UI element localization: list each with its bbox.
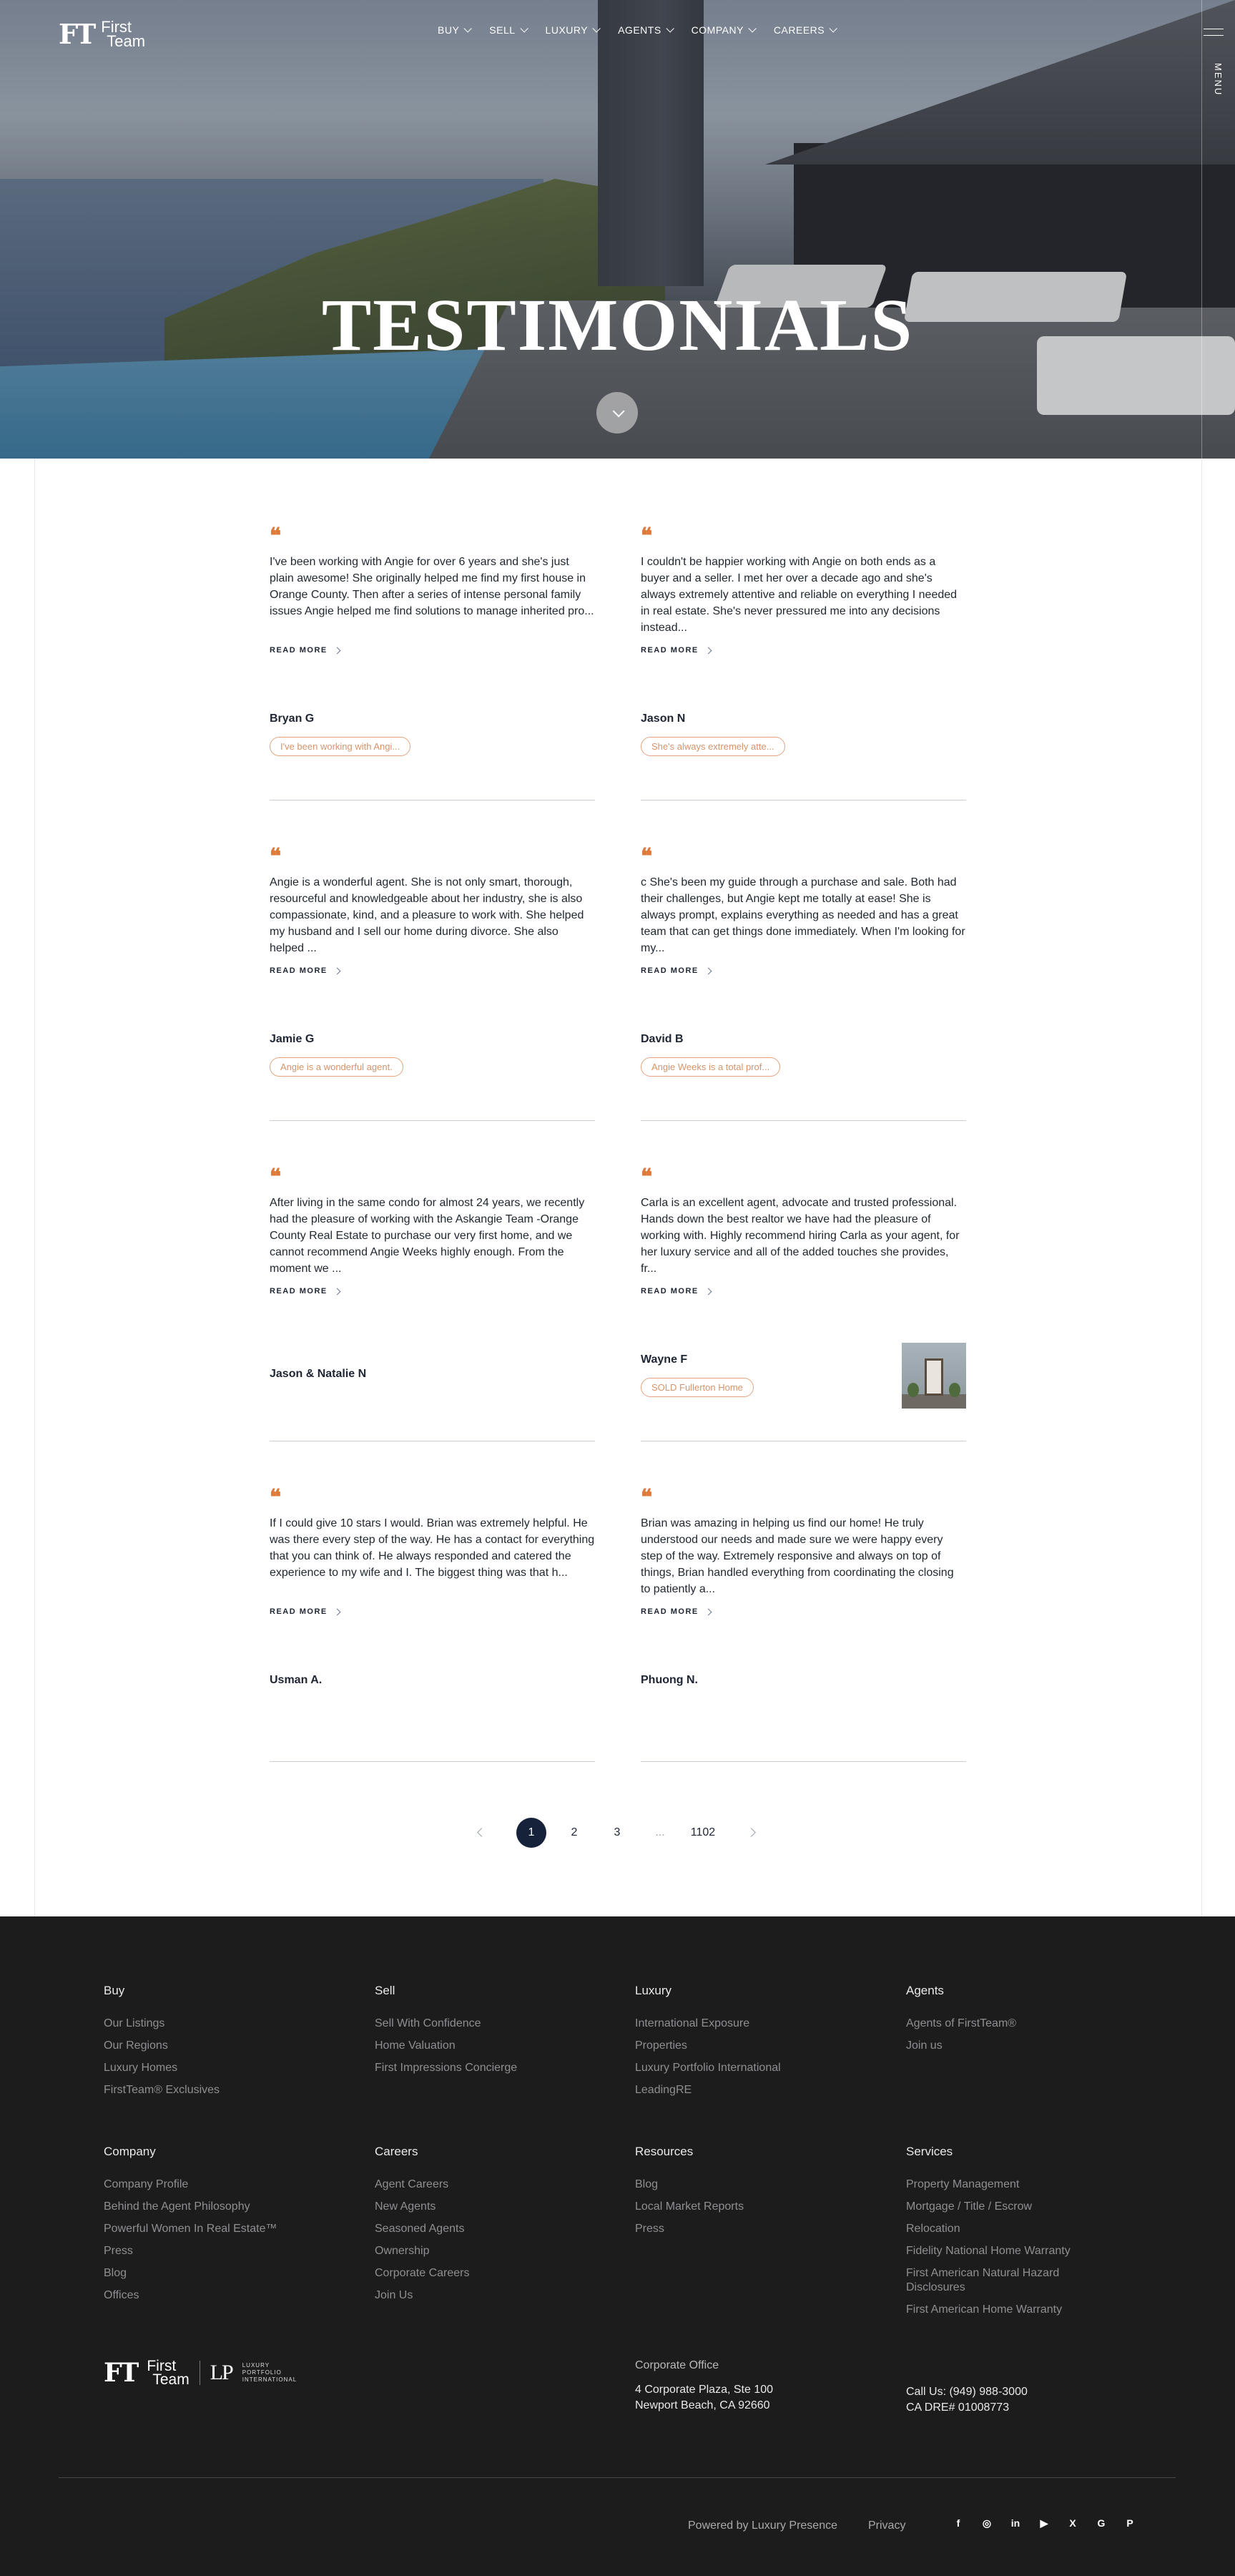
footer-link[interactable]: Luxury Homes	[104, 2062, 178, 2074]
chevron-right-icon	[704, 1608, 712, 1615]
thumb-plant	[907, 1383, 919, 1397]
testimonial-card	[641, 844, 966, 1072]
footer-link[interactable]: Offices	[104, 2289, 139, 2301]
read-more-label: READ MORE	[270, 646, 328, 655]
logo-word-team: Team	[152, 2371, 190, 2388]
nav-luxury[interactable]	[546, 24, 599, 36]
hero-overlay	[0, 0, 1235, 459]
logo-word-team: Team	[107, 32, 146, 50]
nav-label: CAREERS	[773, 24, 825, 36]
footer-heading: Agents	[906, 1984, 944, 1997]
footer-link[interactable]: Home Valuation	[375, 2039, 456, 2052]
footer-link[interactable]: Powerful Women In Real Estate™	[104, 2223, 277, 2235]
footer-link[interactable]: Sell With Confidence	[375, 2017, 481, 2029]
testimonial-card	[641, 1165, 966, 1393]
youtube-icon[interactable]: ▶	[1040, 2517, 1048, 2529]
footer-heading: Luxury	[635, 1984, 672, 1997]
footer-heading: Buy	[104, 1984, 125, 1997]
footer-link[interactable]: International Exposure	[635, 2017, 750, 2029]
footer-link[interactable]: FirstTeam® Exclusives	[104, 2084, 220, 2096]
testimonial-text: Brian was amazing in helping us find our home! He truly understood our needs and made sure we were happy every step of the way. Extremely responsive and always on top of things, Brian handled everything from coordinating the closing to patiently a...	[641, 1517, 954, 1595]
next-page-icon[interactable]	[747, 1828, 756, 1837]
card-divider	[641, 1120, 966, 1121]
footer-link[interactable]: First American Home Warranty	[906, 2303, 1063, 2316]
nav-careers[interactable]	[774, 24, 835, 36]
quote-icon: ❝	[641, 524, 653, 549]
footer-column-company	[104, 2145, 277, 2311]
main-nav	[438, 24, 835, 36]
testimonial-card	[270, 524, 595, 752]
property-thumbnail[interactable]	[902, 1343, 966, 1409]
office-address-line: 4 Corporate Plaza, Ste 100	[635, 2384, 774, 2396]
read-more-label: READ MORE	[270, 1287, 328, 1296]
lpi-logo-mark[interactable]: LP	[210, 2361, 232, 2384]
nav-sell[interactable]	[489, 24, 525, 36]
prev-page-icon[interactable]	[477, 1828, 486, 1837]
footer-heading: Company	[104, 2145, 156, 2158]
chevron-right-icon	[333, 967, 340, 974]
read-more-label: READ MORE	[641, 1607, 699, 1616]
chevron-down-icon	[464, 24, 472, 32]
read-more-label: READ MORE	[641, 646, 699, 655]
footer-link[interactable]: Ownership	[375, 2245, 430, 2257]
footer-column-careers	[375, 2145, 470, 2311]
dre-number: CA DRE# 01008773	[906, 2401, 1010, 2414]
footer-link[interactable]: LeadingRE	[635, 2084, 692, 2096]
footer-link[interactable]: Our Listings	[104, 2017, 165, 2029]
footer-link[interactable]: Press	[635, 2223, 664, 2235]
reviewer-name: Bryan G	[270, 712, 315, 725]
quote-icon: ❝	[641, 1165, 653, 1190]
footer-link[interactable]: New Agents	[375, 2200, 436, 2213]
nav-label: COMPANY	[691, 24, 744, 36]
quote-icon: ❝	[270, 1165, 282, 1190]
lpi-text-line: PORTFOLIO	[242, 2369, 282, 2376]
footer-link[interactable]: Our Regions	[104, 2039, 168, 2052]
pinterest-icon[interactable]: P	[1126, 2517, 1133, 2529]
chevron-right-icon	[333, 1608, 340, 1615]
testimonial-card	[270, 1165, 595, 1380]
footer-link[interactable]: Join us	[906, 2039, 943, 2052]
nav-company[interactable]	[692, 24, 754, 36]
reviewer-name: Phuong N.	[641, 1674, 698, 1686]
nav-label: LUXURY	[545, 24, 589, 36]
chevron-right-icon	[704, 1288, 712, 1295]
logo-mark: FT	[59, 18, 94, 50]
footer-column-services	[906, 2145, 1092, 2325]
footer-link[interactable]: Properties	[635, 2039, 687, 2052]
testimonial-tag[interactable]: I've been working with Angi...	[270, 737, 410, 756]
contact-info	[906, 2384, 1028, 2416]
nav-buy[interactable]	[438, 24, 469, 36]
linkedin-icon[interactable]: in	[1010, 2517, 1020, 2529]
footer-link[interactable]: Property Management	[906, 2178, 1020, 2190]
guide-line	[34, 459, 35, 1916]
testimonial-tag[interactable]: SOLD Fullerton Home	[641, 1378, 754, 1397]
scroll-down-button[interactable]	[596, 392, 638, 434]
footer-link[interactable]: Corporate Careers	[375, 2267, 470, 2279]
testimonial-card	[270, 1485, 595, 1686]
footer-logos	[104, 2358, 297, 2388]
footer-link[interactable]: Luxury Portfolio International	[635, 2062, 781, 2074]
instagram-icon[interactable]: ◎	[982, 2517, 992, 2529]
page-ellipsis: ...	[655, 1826, 665, 1838]
testimonial-tag[interactable]: Angie is a wonderful agent.	[270, 1057, 403, 1077]
read-more-link[interactable]	[641, 1607, 966, 1616]
read-more-link[interactable]	[270, 646, 595, 655]
card-divider	[270, 1120, 595, 1121]
footer-link[interactable]: Fidelity National Home Warranty	[906, 2245, 1071, 2257]
testimonial-text: Angie is a wonderful agent. She is not only smart, thorough, resourceful and knowledgeable about her industry, she is also compassionate, kind, and a pleasure to work with. She helped my husband and I sell our home during divorce. She also helped ...	[270, 876, 584, 954]
office-address-line: Newport Beach, CA 92660	[635, 2399, 770, 2411]
nav-label: BUY	[438, 24, 460, 36]
x-icon[interactable]: X	[1069, 2517, 1076, 2529]
testimonial-text: After living in the same condo for almost 24 years, we recently had the pleasure of working with the Askangie Team -Orange County Real Estate to purchase our very first home, and we cannot recommend Angie Weeks highly enough. From the moment we ...	[270, 1197, 585, 1275]
read-more-label: READ MORE	[641, 1287, 699, 1296]
footer-divider	[59, 2477, 1176, 2478]
reviewer-name: Usman A.	[270, 1674, 323, 1686]
footer-link[interactable]: First Impressions Concierge	[375, 2062, 518, 2074]
quote-icon: ❝	[641, 844, 653, 869]
read-more-link[interactable]	[641, 1287, 966, 1296]
chevron-right-icon	[704, 647, 712, 654]
footer-column-luxury	[635, 1984, 781, 2105]
testimonial-card	[270, 844, 595, 1072]
nav-agents[interactable]	[618, 24, 671, 36]
privacy-link[interactable]: Privacy	[868, 2519, 906, 2532]
footer-link[interactable]: Blog	[104, 2267, 127, 2279]
testimonial-card	[641, 524, 966, 752]
footer-link[interactable]: Local Market Reports	[635, 2200, 744, 2213]
lpi-text-line: LUXURY	[242, 2362, 270, 2369]
footer-heading: Resources	[635, 2145, 694, 2158]
footer-link[interactable]: Mortgage / Title / Escrow	[906, 2200, 1033, 2213]
pagination	[0, 1818, 1235, 1848]
testimonial-text: Carla is an excellent agent, advocate and trusted professional. Hands down the best realtor we have had the pleasure of working with. Highly recommend hiring Carla as your agent, for her luxury service and all of the added touches she provides, fr...	[641, 1197, 960, 1275]
footer-column-agents	[906, 1984, 1016, 2061]
read-more-link[interactable]	[270, 1607, 595, 1616]
powered-by-link[interactable]: Powered by Luxury Presence	[688, 2519, 837, 2532]
testimonial-tag[interactable]: She's always extremely atte...	[641, 737, 785, 756]
chevron-down-icon	[520, 24, 528, 32]
footer-link[interactable]: Seasoned Agents	[375, 2223, 465, 2235]
footer-link[interactable]: Relocation	[906, 2223, 960, 2235]
footer-column-buy	[104, 1984, 220, 2105]
menu-toggle[interactable]: MENU	[1213, 63, 1224, 97]
phone-link[interactable]: Call Us: (949) 988-3000	[906, 2386, 1028, 2398]
lpi-logo-text	[242, 2362, 297, 2384]
testimonial-text: If I could give 10 stars I would. Brian was extremely helpful. He was there every step of the way. He has a contact for everything that you can think of. He always responded and catered the experience to my wife and I. The biggest thing was that h...	[270, 1517, 595, 1579]
logo-word-first: First	[147, 2358, 177, 2374]
testimonial-card	[641, 1485, 966, 1686]
page-button[interactable]: 1	[516, 1818, 546, 1848]
quote-icon: ❝	[270, 844, 282, 869]
footer-logo-word	[147, 2359, 189, 2386]
chevron-right-icon	[704, 967, 712, 974]
hamburger-icon[interactable]	[1204, 29, 1224, 36]
reviewer-name: Wayne F	[641, 1353, 688, 1366]
footer-column-resources	[635, 2145, 744, 2244]
card-divider	[641, 1761, 966, 1762]
read-more-link[interactable]	[641, 646, 966, 655]
hero-banner	[0, 0, 1235, 459]
read-more-label: READ MORE	[270, 1607, 328, 1616]
footer-link[interactable]: Blog	[635, 2178, 659, 2190]
reviewer-name: Jason N	[641, 712, 686, 725]
thumb-door	[925, 1358, 943, 1396]
site-logo[interactable]	[59, 19, 159, 50]
read-more-label: READ MORE	[641, 966, 699, 975]
footer-link[interactable]: Agent Careers	[375, 2178, 449, 2190]
reviewer-name: David B	[641, 1033, 684, 1045]
page-button[interactable]: 3	[614, 1826, 621, 1838]
footer-link[interactable]: Company Profile	[104, 2178, 189, 2190]
testimonial-tag[interactable]: Angie Weeks is a total prof...	[641, 1057, 780, 1077]
google-icon[interactable]: G	[1097, 2517, 1106, 2529]
quote-icon: ❝	[270, 524, 282, 549]
thumb-plant	[949, 1383, 960, 1397]
facebook-icon[interactable]: f	[956, 2517, 960, 2529]
quote-icon: ❝	[270, 1485, 282, 1510]
page-button[interactable]: 1102	[690, 1826, 716, 1838]
read-more-link[interactable]	[270, 1287, 595, 1296]
chevron-down-icon	[593, 24, 601, 32]
page-title: TESTIMONIALS	[321, 284, 914, 366]
chevron-right-icon	[333, 647, 340, 654]
chevron-down-icon	[748, 24, 756, 32]
footer-link[interactable]: First American Natural Hazard Disclosures	[906, 2267, 1060, 2293]
footer-heading: Careers	[375, 2145, 418, 2158]
testimonial-text: I couldn't be happier working with Angie on both ends as a buyer and a seller. I met her over a decade ago and she's always extremely attentive and reliable on everything I needed in real estate. She's never pressured me into any decisions instead...	[641, 556, 958, 634]
page-button[interactable]: 2	[571, 1826, 578, 1838]
testimonial-text: I've been working with Angie for over 6 years and she's just plain awesome! She originally helped me find my first house in Orange County. Then after a series of intense personal family issues Angie helped me find solutions to manage inherited pro...	[270, 556, 594, 617]
read-more-label: READ MORE	[270, 966, 328, 975]
chevron-right-icon	[333, 1288, 340, 1295]
logo-word-first: First	[101, 18, 132, 36]
chevron-down-icon	[613, 405, 625, 417]
footer-link[interactable]: Join Us	[375, 2289, 413, 2301]
quote-icon: ❝	[641, 1485, 653, 1510]
nav-label: AGENTS	[618, 24, 661, 36]
social-links	[951, 2516, 1137, 2530]
card-divider	[270, 1761, 595, 1762]
lpi-text-line: INTERNATIONAL	[242, 2376, 297, 2383]
logo-word	[101, 20, 145, 49]
reviewer-name: Jason & Natalie N	[270, 1368, 367, 1380]
nav-label: SELL	[489, 24, 516, 36]
read-more-link[interactable]	[270, 966, 595, 975]
footer-link[interactable]: Agents of FirstTeam®	[906, 2017, 1017, 2029]
footer-link[interactable]: Behind the Agent Philosophy	[104, 2200, 250, 2213]
chevron-down-icon	[666, 24, 674, 32]
testimonial-text: c She's been my guide through a purchase and sale. Both had their challenges, but Angie kept me totally at ease! She is always prompt, explains everything as needed and has a great team that can get things done immediately. When I'm looking for my...	[641, 876, 965, 954]
guide-line	[1201, 459, 1202, 1916]
footer-link[interactable]: Press	[104, 2245, 133, 2257]
footer-column-sell	[375, 1984, 517, 2083]
footer-heading: Services	[906, 2145, 953, 2158]
office-title: Corporate Office	[635, 2359, 719, 2371]
reviewer-name: Jamie G	[270, 1033, 315, 1045]
corporate-office	[635, 2359, 773, 2414]
footer-logo-mark[interactable]: FT	[104, 2358, 137, 2388]
footer-heading: Sell	[375, 1984, 395, 1997]
read-more-link[interactable]	[641, 966, 966, 975]
